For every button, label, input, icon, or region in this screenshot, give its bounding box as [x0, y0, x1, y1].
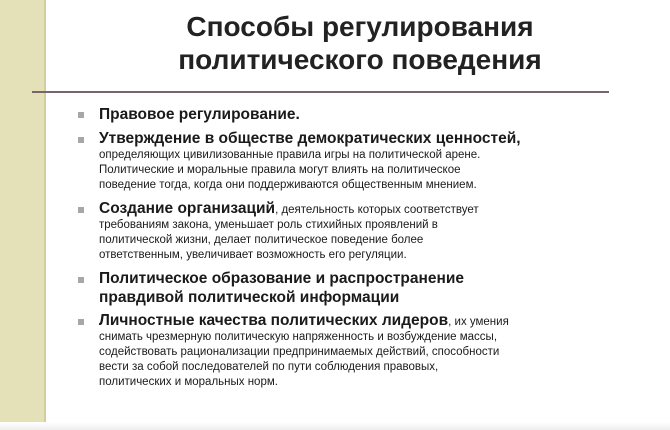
bullet-body-line: содействовать рационализации предпринимаемых действий, способности — [99, 346, 500, 358]
bullet-body-line: требованиям закона, уменьшает роль стихийных проявлений в — [99, 219, 438, 231]
bullet-text: правдивой политической информации — [99, 289, 400, 306]
bullet-text: Правовое регулирование. — [99, 106, 300, 123]
square-bullet-icon — [78, 277, 84, 283]
square-bullet-icon — [78, 112, 84, 118]
slide-title — [60, 10, 660, 76]
bullet-item-leader-qualities — [78, 311, 658, 390]
bullet-lead-text: Утверждение в обществе демократических ценностей — [99, 130, 517, 147]
left-accent-bar — [0, 0, 44, 430]
bullet-item-political-education — [78, 269, 658, 307]
bullet-heading — [99, 199, 658, 218]
square-bullet-icon — [78, 319, 84, 325]
bullet-body-line: снимать чрезмерную политическую напряженность и возбуждение массы, — [99, 331, 498, 343]
bullet-list — [78, 100, 658, 390]
slide-title-line-1: Способы регулирования — [186, 11, 534, 42]
bullet-body-line: вести за собой последователей по пути соблюдения правовых, — [99, 361, 439, 373]
bullet-body-line: Политические и моральные правила могут влиять на политическое — [99, 164, 461, 176]
slide-title-line-2: политического поведения — [178, 44, 542, 75]
bullet-item-legal-regulation — [78, 105, 658, 124]
bullet-lead-suffix: , — [516, 130, 521, 147]
bullet-item-democratic-values — [78, 129, 658, 193]
bullet-item-organizations — [78, 199, 658, 263]
bullet-body-line: политических и моральных норм. — [99, 376, 278, 388]
bullet-body-line: поведение тогда, когда они поддерживаются общественным мнением. — [99, 179, 477, 191]
bottom-shadow — [0, 422, 670, 430]
title-divider — [32, 91, 609, 93]
bullet-lead-rest: , деятельность которых соответствует — [275, 204, 479, 216]
bullet-text: Политическое образование и распространение — [99, 270, 464, 287]
bullet-lead-rest: , их умения — [448, 316, 509, 328]
square-bullet-icon — [78, 137, 84, 143]
bullet-lead-text: Создание организаций — [99, 200, 276, 217]
square-bullet-icon — [78, 207, 84, 213]
bullet-body-line: ответственным, увеличивает возможность его регуляции. — [99, 249, 407, 261]
bullet-body-line: политической жизни, делает политическое поведение более — [99, 234, 424, 246]
bullet-heading — [99, 129, 658, 148]
bullet-body-line: определяющих цивилизованные правила игры на политической арене. — [99, 149, 481, 161]
left-accent-bar-edge — [44, 0, 46, 430]
bullet-heading — [99, 311, 658, 330]
bullet-lead-text: Личностные качества политических лидеров — [99, 312, 449, 329]
